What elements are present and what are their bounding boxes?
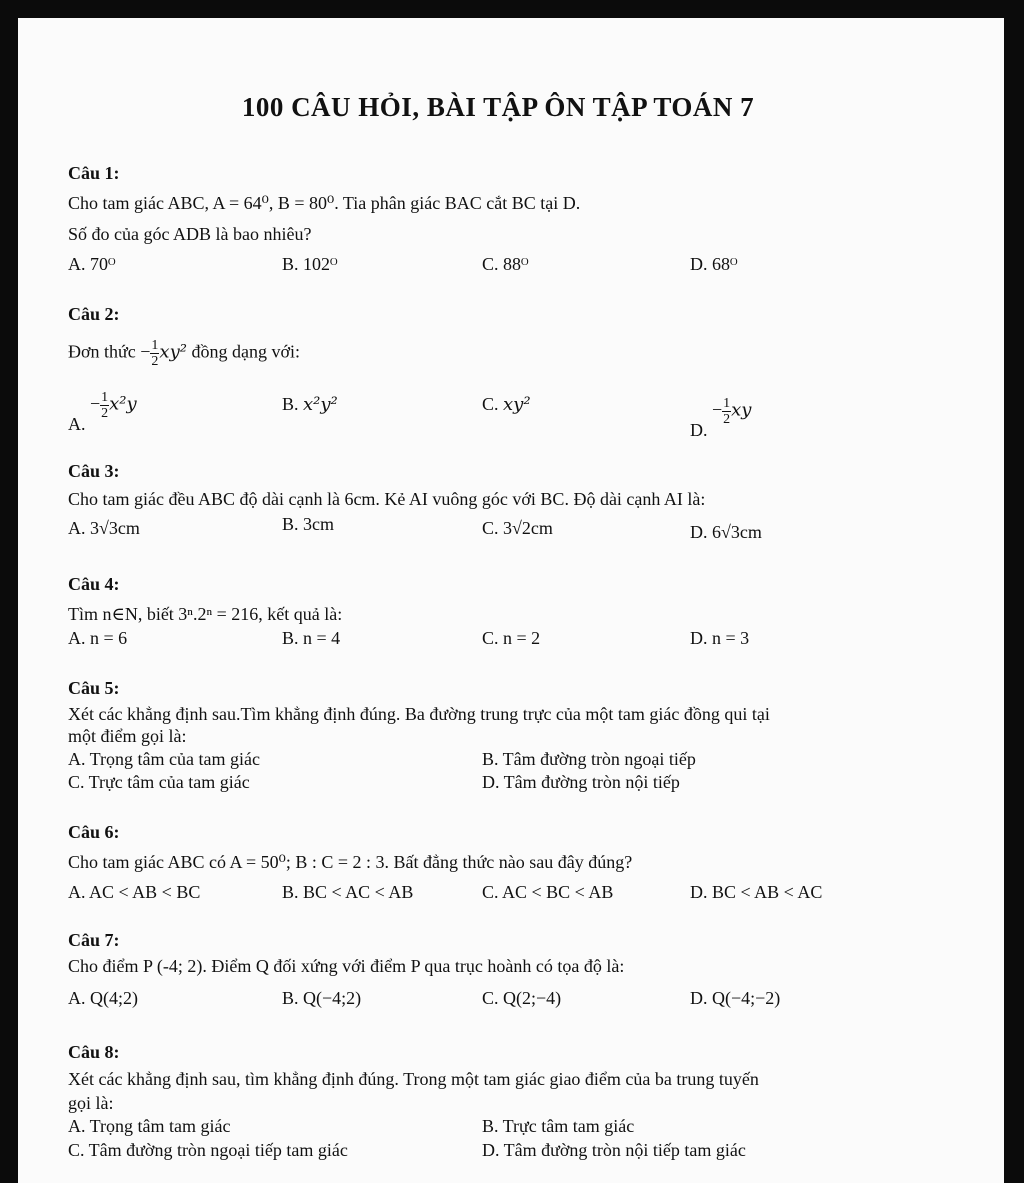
question-8-option-a: A. Trọng tâm tam giác — [68, 1116, 231, 1136]
question-1-text: Cho tam giác ABC, A = 64⁰, B = 80⁰. Tia phân giác BAC cắt BC tại D. — [68, 193, 581, 213]
question-4-heading: Câu 4: — [68, 574, 120, 594]
question-5-option-d: D. Tâm đường tròn nội tiếp — [482, 772, 680, 792]
question-2-text — [68, 338, 908, 369]
question-6-option-c: C. AC < BC < AB — [482, 882, 614, 902]
question-6-option-b: B. BC < AC < AB — [282, 882, 414, 902]
question-5-option-a: A. Trọng tâm của tam giác — [68, 749, 260, 769]
question-3-option-d: D. 6√3cm — [690, 522, 762, 542]
option-label: A. — [68, 413, 86, 434]
question-1-heading: Câu 1: — [68, 163, 120, 183]
fraction — [100, 390, 109, 421]
fraction-numerator: 1 — [101, 390, 109, 405]
question-5-heading: Câu 5: — [68, 678, 120, 698]
question-2-suffix: đồng dạng với: — [186, 341, 300, 362]
question-2-heading: Câu 2: — [68, 304, 120, 324]
question-1-option-a: A. 70ᴼ — [68, 254, 116, 274]
minus-sign: − — [712, 399, 723, 420]
question-8-option-b: B. Trực tâm tam giác — [482, 1116, 635, 1136]
question-1-option-c: C. 88ᴼ — [482, 254, 529, 274]
question-5-option-b: B. Tâm đường tròn ngoại tiếp — [482, 749, 696, 769]
question-7-option-b: B. Q(−4;2) — [282, 988, 362, 1008]
question-8-heading: Câu 8: — [68, 1042, 120, 1062]
question-3-option-b: B. 3cm — [282, 514, 334, 534]
question-7-option-d: D. Q(−4;−2) — [690, 988, 781, 1008]
fraction-numerator: 1 — [151, 338, 159, 353]
fraction-denominator: 2 — [101, 406, 109, 421]
question-2-option-b — [282, 394, 338, 415]
fraction — [722, 396, 731, 427]
question-4-text: Tìm n∈N, biết 3ⁿ.2ⁿ = 216, kết quả là: — [68, 604, 343, 624]
monomial: x²y — [109, 393, 137, 415]
question-2-option-d — [690, 396, 752, 440]
question-6-text: Cho tam giác ABC có A = 50⁰; B : C = 2 : 3. Bất đẳng thức nào sau đây đúng? — [68, 852, 633, 872]
question-7-text: Cho điểm P (-4; 2). Điểm Q đối xứng với điểm P qua trục hoành có tọa độ là: — [68, 956, 625, 976]
monomial: x²y² — [303, 394, 338, 415]
question-5-text-2: một điểm gọi là: — [68, 726, 187, 746]
question-1-text-2: Số đo của góc ADB là bao nhiêu? — [68, 224, 312, 244]
question-8-option-d: D. Tâm đường tròn nội tiếp tam giác — [482, 1140, 746, 1160]
question-2-prefix: Đơn thức − — [68, 341, 151, 362]
question-4-option-a: A. n = 6 — [68, 628, 128, 648]
question-4-option-d: D. n = 3 — [690, 628, 750, 648]
question-2-option-a — [68, 390, 137, 434]
question-7-option-c: C. Q(2;−4) — [482, 988, 562, 1008]
question-7-option-a: A. Q(4;2) — [68, 988, 138, 1008]
page-title: 100 CÂU HỎI, BÀI TẬP ÔN TẬP TOÁN 7 — [241, 92, 755, 122]
monomial: xy² — [159, 341, 187, 363]
question-5-option-c: C. Trực tâm của tam giác — [68, 772, 250, 792]
question-5-text: Xét các khẳng định sau.Tìm khẳng định đúng. Ba đường trung trực của một tam giác đồng qui tại — [68, 704, 770, 724]
option-label: B. — [282, 394, 299, 414]
question-7-heading: Câu 7: — [68, 930, 120, 950]
question-8-text-2: gọi là: — [68, 1093, 114, 1113]
question-3-option-c: C. 3√2cm — [482, 518, 553, 538]
document-page — [18, 18, 1004, 1183]
question-3-text: Cho tam giác đều ABC độ dài cạnh là 6cm. Kẻ AI vuông góc với BC. Độ dài cạnh AI là: — [68, 489, 706, 509]
fraction-denominator: 2 — [151, 354, 159, 369]
question-1-option-d: D. 68ᴼ — [690, 254, 738, 274]
fraction-denominator: 2 — [723, 412, 731, 427]
fraction-numerator: 1 — [723, 396, 731, 411]
question-6-heading: Câu 6: — [68, 822, 120, 842]
question-8-option-c: C. Tâm đường tròn ngoại tiếp tam giác — [68, 1140, 348, 1160]
minus-sign: − — [90, 393, 101, 414]
option-label: D. — [690, 419, 708, 440]
question-4-option-c: C. n = 2 — [482, 628, 541, 648]
option-label: C. — [482, 394, 499, 414]
monomial: xy — [731, 399, 752, 421]
question-6-option-a: A. AC < AB < BC — [68, 882, 201, 902]
question-3-option-a: A. 3√3cm — [68, 518, 140, 538]
question-2-option-c — [482, 394, 531, 415]
question-3-heading: Câu 3: — [68, 461, 120, 481]
question-1-option-b: B. 102ᴼ — [282, 254, 338, 274]
question-6-option-d: D. BC < AB < AC — [690, 882, 823, 902]
monomial: xy² — [503, 394, 531, 415]
question-4-option-b: B. n = 4 — [282, 628, 341, 648]
question-8-text: Xét các khẳng định sau, tìm khẳng định đúng. Trong một tam giác giao điểm của ba trung tuyến — [68, 1069, 759, 1089]
